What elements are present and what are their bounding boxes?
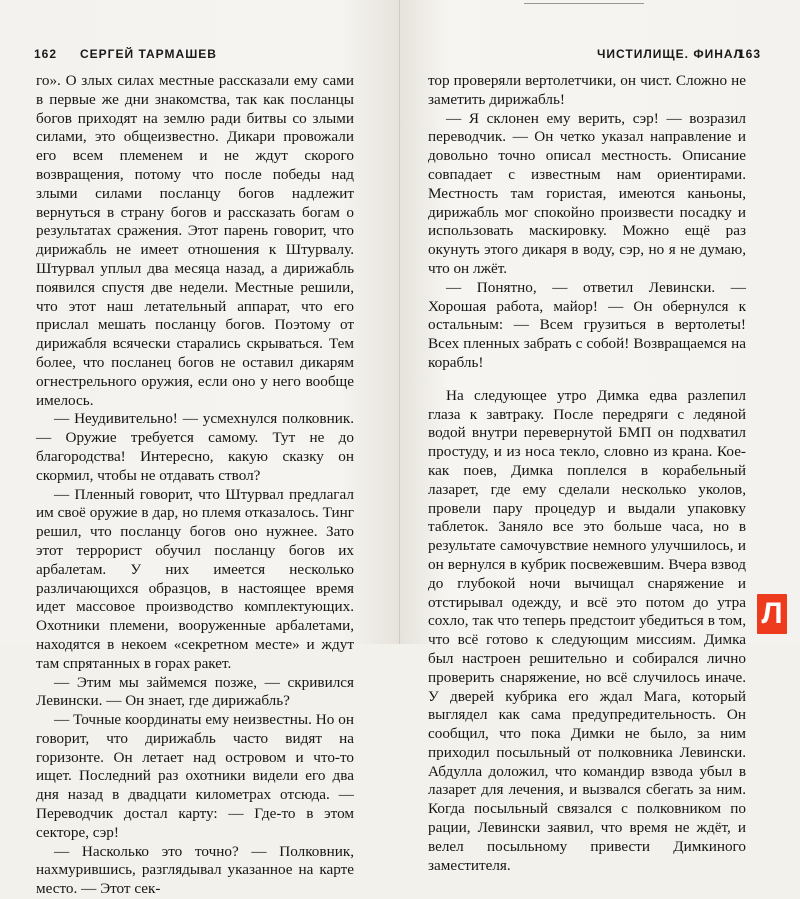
paragraph: — Понятно, — ответил Левински. — Хорошая работа, майор! — Он обернулся к остальным: — Всем грузиться в вертолеты! Всех пленных забрать с собой! Возвращаемся на корабль! bbox=[428, 278, 746, 371]
paragraph: — Точные координаты ему неизвестны. Но он говорит, что дирижабль часто видят на горизонте. Он летает над островом и что-то ищет. Последний раз охотники видели его два дня назад в двадцати километрах отсюда. — Переводчик достал карту: — Где-то в этом секторе, сэр! bbox=[36, 711, 354, 841]
running-head-author: СЕРГЕЙ ТАРМАШЕВ bbox=[80, 47, 217, 61]
paragraph: — Пленный говорит, что Штурвал предлагал им своё оружие в дар, но племя отказалось. Тинг решил, что посланцу богов оно нужнее. Зато этот террорист обучил посланцу богов их арбалетам. У них имеется несколько различающихся образцов, в настоящее время идет массовое производство комплектующих. Охотники племени, вооруженные арбалетами, находятся в некоем «секретном месте» и ждут там спрятанных в горах ракет. bbox=[36, 485, 354, 672]
paragraph: — Я склонен ему верить, сэр! — возразил переводчик. — Он четко указал направление и довольно точно описал местность. Описание совпадает с известным нам ориентирами. Местность там гористая, имеются каньоны, дирижабль мог спокойно произвести посадку и использовать маскировку. Можно ещё раз окунуть этого дикаря в воду, сэр, но я не думаю, что он лжёт. bbox=[428, 109, 746, 277]
running-head-title: ЧИСТИЛИЩЕ. ФИНАЛ bbox=[597, 47, 744, 61]
paragraph: На следующее утро Димка едва разлепил глаза к завтраку. После передряги с ледяной водой внутри перевернутой БМП он подхватил простуду, и из носа текло, словно из крана. Кое-как поев, Димка поплелся в корабельный лазарет, где ему сделали несколько уколов, провели пару процедур и выдали упаковку таблеток. Заняло все это больше часа, но в результате самочувствие немного улучшилось, и он вернулся в кубрик посвежевшим. Вчера взвод до глубокой ночи вычищал снаряжение и отстирывал одежду, и всё это потом до утра сохло, так что теперь предстоит убедиться в том, что всё готово к следующим миссиям. Димка был настроен решительно и собирался лично проверить снаряжение, но всё случилось иначе. У дверей кубрика его ждал Мага, который выглядел как сама предупредительность. Он сообщил, что пока Димки не было, за ним приходил посыльный от полковника Левински. Абдулла доложил, что командир взвода убыл в лазарет для лечения, и вызвался сбегать за ним. Когда посыльный связался с полковником по рации, Левински заявил, что время не ждёт, и велел посыльному привести Димкиного заместителя. bbox=[428, 386, 746, 874]
paragraph: го». О злых силах местные рассказали ему сами в первые же дни знакомства, так как посланцы богов приходят на землю ради битвы со злыми силами, это общеизвестно. Дикари провожали его всем племенем и не ждут скорого возвращения, потому что после победы над злыми силами посланцу богов надлежит вернуться в страну богов и рассказать богам о результатах сражения. Этот парень говорит, что дирижабль не имеет отношения к Штурвалу. Штурвал уплыл два месяца назад, а дирижабль появился спустя две недели. Местные решили, что этот наш летательный аппарат, что его прислал мешать посланцу богов. Поэтому от дирижабля всячески старались скрываться. Тем более, что посланец богов не оставил дикарям огнестрельного оружия, если оно у него вообще имелось. bbox=[36, 72, 354, 409]
publisher-logo: Л bbox=[757, 594, 787, 634]
paragraph: — Этим мы займемся позже, — скривился Левински. — Он знает, где дирижабль? bbox=[36, 673, 354, 710]
right-page-text bbox=[428, 72, 746, 875]
paragraph: — Насколько это точно? — Полковник, нахмурившись, разглядывал указанное на карте место. — Этот сек- bbox=[36, 842, 354, 898]
right-page bbox=[400, 0, 800, 874]
left-page bbox=[0, 0, 400, 898]
page-number-left: 162 bbox=[34, 47, 58, 61]
top-edge-line bbox=[524, 3, 644, 4]
paragraph: тор проверяли вертолетчики, он чист. Сложно не заметить дирижабль! bbox=[428, 72, 746, 108]
paragraph: — Неудивительно! — усмехнулся полковник. — Оружие требуется самому. Тут не до благородства! Интересно, какую сказку он скормил, чтобы не отдавать ствол? bbox=[36, 410, 354, 484]
page-number-right: 163 bbox=[738, 47, 762, 61]
left-page-text bbox=[36, 72, 354, 899]
